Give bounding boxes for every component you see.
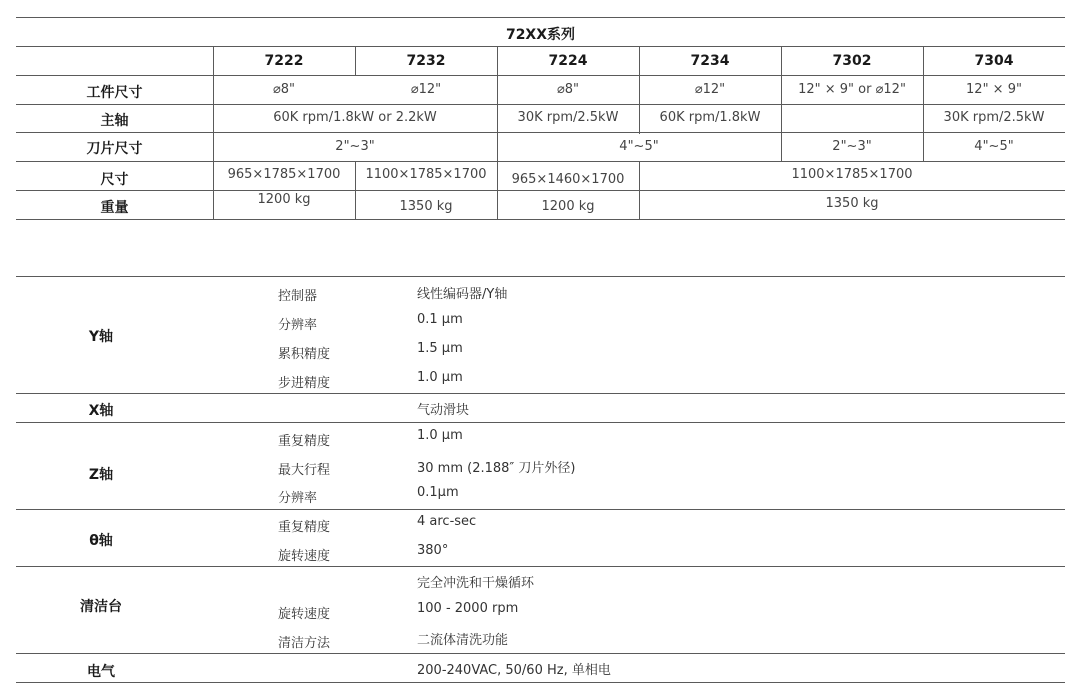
spec-value: 线性编码器/Y轴 <box>417 287 508 302</box>
group-label-x-axis: X轴 <box>88 403 114 419</box>
table-cell: 1350 kg <box>825 196 879 211</box>
table-cell: 4"~5" <box>974 139 1014 154</box>
spec-name: 分辨率 <box>278 491 318 506</box>
spec-value: 200-240VAC, 50/60 Hz, 单相电 <box>417 663 611 678</box>
table-divider <box>497 46 498 219</box>
table-cell: 1100×1785×1700 <box>791 167 913 182</box>
row-label-spindle: 主轴 <box>100 113 129 129</box>
model-header: 7304 <box>974 53 1014 69</box>
spec-value: 1.0 µm <box>417 428 463 443</box>
table-rule <box>16 104 1065 105</box>
table-rule <box>16 393 1065 394</box>
model-header: 7224 <box>548 53 588 69</box>
table-cell: 965×1785×1700 <box>227 167 341 182</box>
group-label-electrical: 电气 <box>87 664 115 680</box>
table-cell: ⌀12" <box>410 82 442 97</box>
spec-value: 气动滑块 <box>417 403 470 418</box>
table-cell: 12" × 9" or ⌀12" <box>798 82 906 97</box>
table-cell: 2"~3" <box>335 139 375 154</box>
spec-name: 清洁方法 <box>278 636 331 651</box>
spec-value: 1.5 µm <box>417 341 463 356</box>
table-cell: 60K rpm/1.8kW <box>659 110 761 125</box>
group-label-theta-axis: θ轴 <box>89 533 113 549</box>
group-label-z-axis: Z轴 <box>88 467 114 483</box>
spec-name: 旋转速度 <box>278 549 331 564</box>
model-header: 7234 <box>690 53 730 69</box>
model-header: 7302 <box>832 53 872 69</box>
table-cell: 1100×1785×1700 <box>365 167 487 182</box>
table-rule <box>16 509 1065 510</box>
spec-name: 累积精度 <box>278 347 331 362</box>
table-cell: 1200 kg <box>541 199 595 214</box>
spec-name: 控制器 <box>278 289 318 304</box>
row-label-dimensions: 尺寸 <box>100 172 129 188</box>
spec-name: 旋转速度 <box>278 607 331 622</box>
row-label-workpiece-size: 工件尺寸 <box>86 85 143 101</box>
table-rule <box>16 161 1065 162</box>
table-rule <box>16 422 1065 423</box>
spec-value: 0.1µm <box>417 485 459 500</box>
spec-value: 1.0 µm <box>417 370 463 385</box>
table-cell: 1200 kg <box>257 192 311 207</box>
row-label-weight: 重量 <box>100 200 129 216</box>
table-cell: 2"~3" <box>832 139 872 154</box>
table-cell: 4"~5" <box>619 139 659 154</box>
spec-value: 0.1 µm <box>417 312 463 327</box>
table-cell: ⌀8" <box>272 82 296 97</box>
spec-name: 步进精度 <box>278 376 331 391</box>
table-rule <box>16 566 1065 567</box>
table-cell: ⌀12" <box>694 82 726 97</box>
model-header: 7222 <box>264 53 304 69</box>
spec-value: 380° <box>417 543 449 558</box>
table-cell: 1350 kg <box>399 199 453 214</box>
group-label-y-axis: Y轴 <box>88 329 114 345</box>
series-title: 72XX系列 <box>505 27 576 43</box>
table-cell: 965×1460×1700 <box>511 172 625 187</box>
table-rule <box>16 75 1065 76</box>
spec-name: 重复精度 <box>278 434 331 449</box>
table-rule <box>16 653 1065 654</box>
model-header: 7232 <box>406 53 446 69</box>
spec-name: 重复精度 <box>278 520 331 535</box>
table-cell: ⌀8" <box>556 82 580 97</box>
table-rule <box>16 682 1065 683</box>
table-rule <box>16 219 1065 220</box>
spec-value: 100 - 2000 rpm <box>417 601 519 616</box>
table-cell: 30K rpm/2.5kW <box>943 110 1045 125</box>
group-label-cleaning-station: 清洁台 <box>80 599 122 615</box>
table-cell: 60K rpm/1.8kW or 2.2kW <box>273 110 437 125</box>
table-rule <box>16 190 1065 191</box>
table-cell: 12" × 9" <box>966 82 1022 97</box>
row-label-blade-size: 刀片尺寸 <box>86 141 143 157</box>
table-rule <box>16 276 1065 277</box>
table-rule <box>16 46 1065 47</box>
spec-value: 4 arc-sec <box>417 514 477 529</box>
table-rule <box>16 17 1065 18</box>
spec-value: 二流体清洗功能 <box>417 633 509 648</box>
table-cell: 30K rpm/2.5kW <box>517 110 619 125</box>
spec-name: 分辨率 <box>278 318 318 333</box>
spec-value: 完全冲洗和干燥循环 <box>417 576 535 591</box>
spec-name: 最大行程 <box>278 463 331 478</box>
table-rule <box>16 132 1065 133</box>
spec-value: 30 mm (2.188″ 刀片外径) <box>417 461 576 476</box>
